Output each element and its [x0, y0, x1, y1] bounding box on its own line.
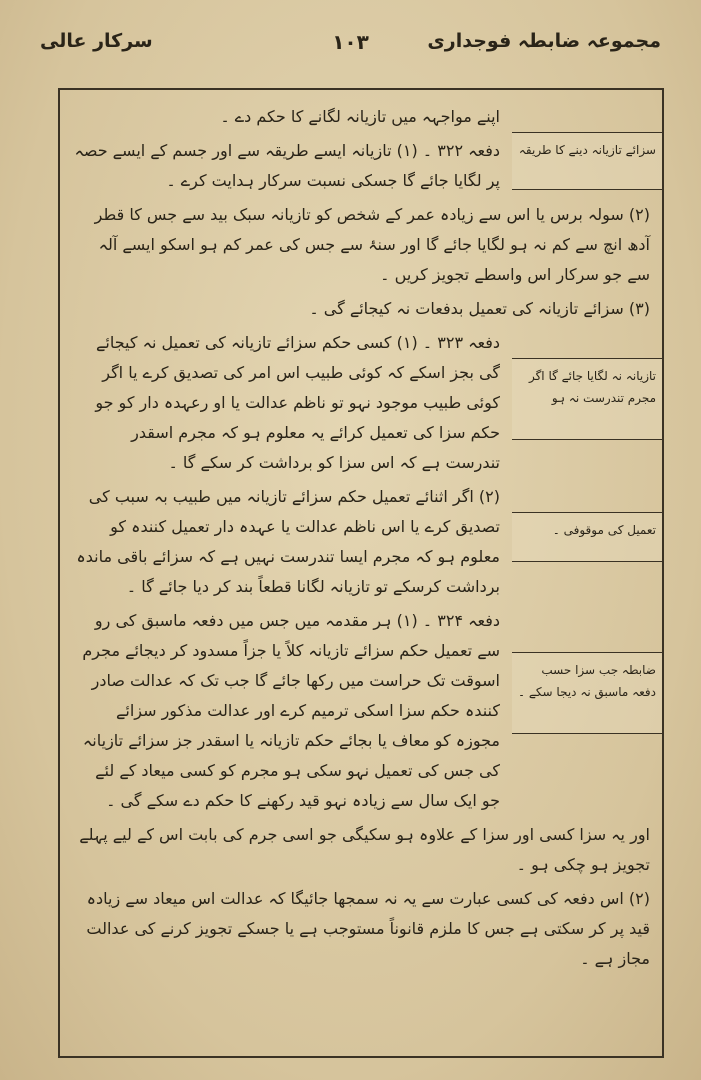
margin-note-health-condition: تازیانہ نہ لگایا جائے گا اگر مجرم تندرست نہ ہو: [512, 358, 662, 440]
margin-note-suspension: تعمیل کی موقوفی ۔: [512, 512, 662, 562]
margin-note-alternative-procedure: ضابطہ جب سزا حسب دفعہ ماسبق نہ دیجا سکے ۔: [512, 652, 662, 734]
book-title: مجموعہ ضابطہ فوجداری: [427, 30, 661, 52]
text-frame: [58, 88, 664, 1058]
section-324-2: (۲) اس دفعہ کی کسی عبارت سے یہ نہ سمجھا جائیگا کہ عدالت اس میعاد سے زیادہ قید پر کر سکتی ہے جس کا ملزم قانوناً مستوجب ہے یا جسکے تجویز کرنے کی عدالت مجاز ہے ۔: [86, 889, 650, 968]
section-324-1: دفعہ ۳۲۴ ۔ (۱) ہر مقدمہ میں جس میں دفعہ ماسبق کی رو سے تعمیل حکم سزائے تازیانہ کلاً یا جزاً مسدود کر دیجائے مجرم اسوقت تک حراست میں رکھا جائے گا جب تک کہ عدالت صادر کنندہ حکم سزا اسکی ترمیم کرے اور عدالت مذکور سزائے مجوزہ کو معاف یا بجائے حکم تازیانہ یا اسقدر جز سزائے تازیانہ کی جس کی تعمیل نہو سکی ہو مجرم کو کسی میعاد کے لئے جو ایک سال سے زیادہ نہو قید رکھنے کا حکم دے سکے گی ۔: [82, 611, 500, 810]
publisher-title: سرکار عالی: [40, 30, 153, 52]
paragraph-1: اپنے مواجہہ میں تازیانہ لگانے کا حکم دے ۔: [220, 107, 500, 126]
section-323-1: دفعہ ۳۲۳ ۔ (۱) کسی حکم سزائے تازیانہ کی تعمیل نہ کیجائے گی بجز اسکے کہ کوئی طبیب اس امر کی تصدیق کرے یا اگر کوئی طبیب موجود نہو تو ناظم عدالت یا او رعہدہ دار کو جو حکم سزا کی تعمیل کرائے یہ معلوم ہو کہ مجرم اسقدر تندرست ہے کہ اس سزا کو برداشت کر سکے گا ۔: [95, 333, 500, 472]
section-322-2: (۲) سولہ برس یا اس سے زیادہ عمر کے شخص کو تازیانہ سبک بید سے جس کا قطر آدھ انچ سے کم نہ ہو لگایا جائے گا اور سنۂ سے جس کی عمر کم ہو اسکو ایسے آلہ سے جو سرکار اس واسطے تجویز کریں ۔: [94, 205, 650, 284]
section-322-3: (۳) سزائے تازیانہ کی تعمیل بدفعات نہ کیجائے گی ۔: [309, 299, 650, 318]
section-324-addendum: اور یہ سزا کسی اور سزا کے علاوہ ہو سکیگی جو اسی جرم کی بابت اس کے لیے پہلے تجویز ہو چکی ہو ۔: [79, 825, 650, 874]
margin-note-whipping-method: سزائے تازیانہ دینے کا طریقہ: [512, 132, 662, 190]
page-number: ۱۰۳: [332, 30, 369, 54]
body-text: [72, 100, 650, 978]
section-323-2: (۲) اگر اثنائے تعمیل حکم سزائے تازیانہ میں طبیب بہ سبب کی تصدیق کرے یا اس ناظم عدالت یا عہدہ دار تعمیل کنندہ کو معلوم ہو کہ مجرم ایسا تندرست نہیں ہے کہ سزائے باقی ماندہ برداشت کرسکے تو تازیانہ لگانا قطعاً بند کر دیا جائے گا ۔: [76, 487, 500, 596]
section-322-1: دفعہ ۳۲۲ ۔ (۱) تازیانہ ایسے طریقہ سے اور جسم کے ایسے حصہ پر لگایا جائے گا جسکی نسبت سرکار ہدایت کرے ۔: [74, 141, 500, 190]
running-header: [40, 30, 661, 70]
